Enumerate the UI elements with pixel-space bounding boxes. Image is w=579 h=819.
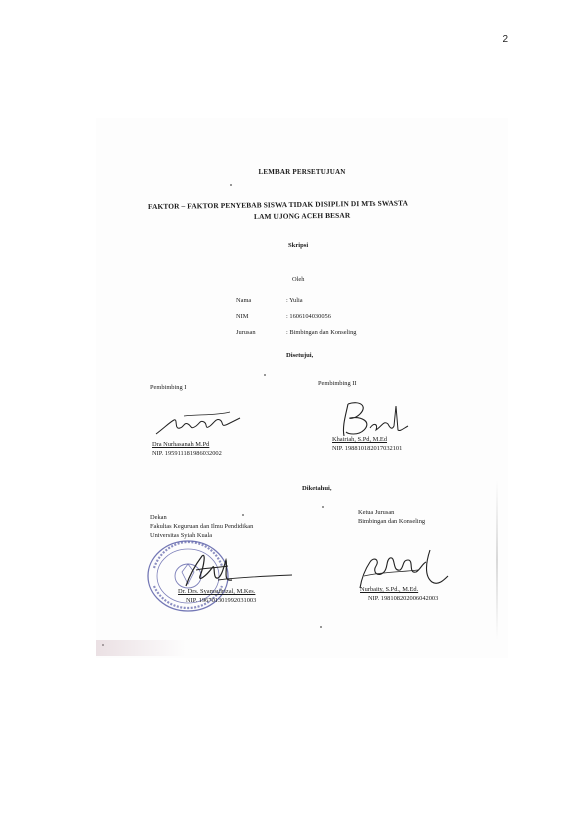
document-title-line1: FAKTOR – FAKTOR PENYEBAB SISWA TIDAK DISIPLIN DI MTs SWASTA [147,198,409,211]
document-heading: LEMBAR PERSETUJUAN [258,168,346,176]
signature-supervisor2 [332,398,412,440]
head-of-dept-role-line2: Bimbingan dan Konseling [358,518,426,525]
document-title-line2: LAM UJONG ACEH BESAR [253,210,351,221]
document-type: Skripsi [288,242,309,249]
head-of-dept-role-line1: Ketua Jurusan [358,509,395,516]
scan-edge-shadow [496,480,498,640]
scan-smudge [96,640,186,656]
supervisor2-role: Pembimbing II [318,380,357,387]
student-dept-value: : Bimbingan dan Konseling [286,329,357,336]
approved-heading: Disetujui, [286,352,314,359]
scanned-approval-sheet [96,118,508,658]
dean-role-line2: Fakultas Keguruan dan Ilmu Pendidikan [150,523,254,530]
student-name-label: Nama [236,297,252,304]
student-nim-label: NIM [236,313,249,320]
scan-speck [242,514,244,516]
supervisor1-nip: NIP. 195911181986032002 [152,450,222,457]
page-number: 2 [502,34,508,45]
dean-nip: NIP. 196701301992031003 [186,597,257,604]
supervisor1-name: Dra Nurhasanah M.Pd [152,441,210,448]
document-by: Oleh [292,276,305,283]
supervisor1-role: Pembimbing I [150,384,187,391]
dean-name: Dr. Drs. Syamsulrizal, M.Kes. [178,588,256,595]
signature-supervisor1 [154,408,244,438]
dean-role-line3: Universitas Syiah Kuala [150,532,213,539]
head-of-dept-nip: NIP. 198108202006042003 [368,595,439,602]
dean-role-line1: Dekan [150,514,167,521]
supervisor2-name: Khairiah, S.Pd, M.Ed [332,436,388,443]
student-name-value: : Yulia [286,297,303,304]
scan-speck [264,374,266,376]
scan-speck [320,626,322,628]
student-nim-value: : 1606104030056 [286,313,331,320]
supervisor2-nip: NIP. 198810182017032101 [332,445,403,452]
student-dept-label: Jurusan [236,329,256,336]
scan-speck [230,184,232,186]
acknowledged-heading: Diketahui, [302,485,332,492]
scan-speck [322,506,324,508]
head-of-dept-name: Nurbaity, S.Pd., M.Ed. [360,586,419,593]
